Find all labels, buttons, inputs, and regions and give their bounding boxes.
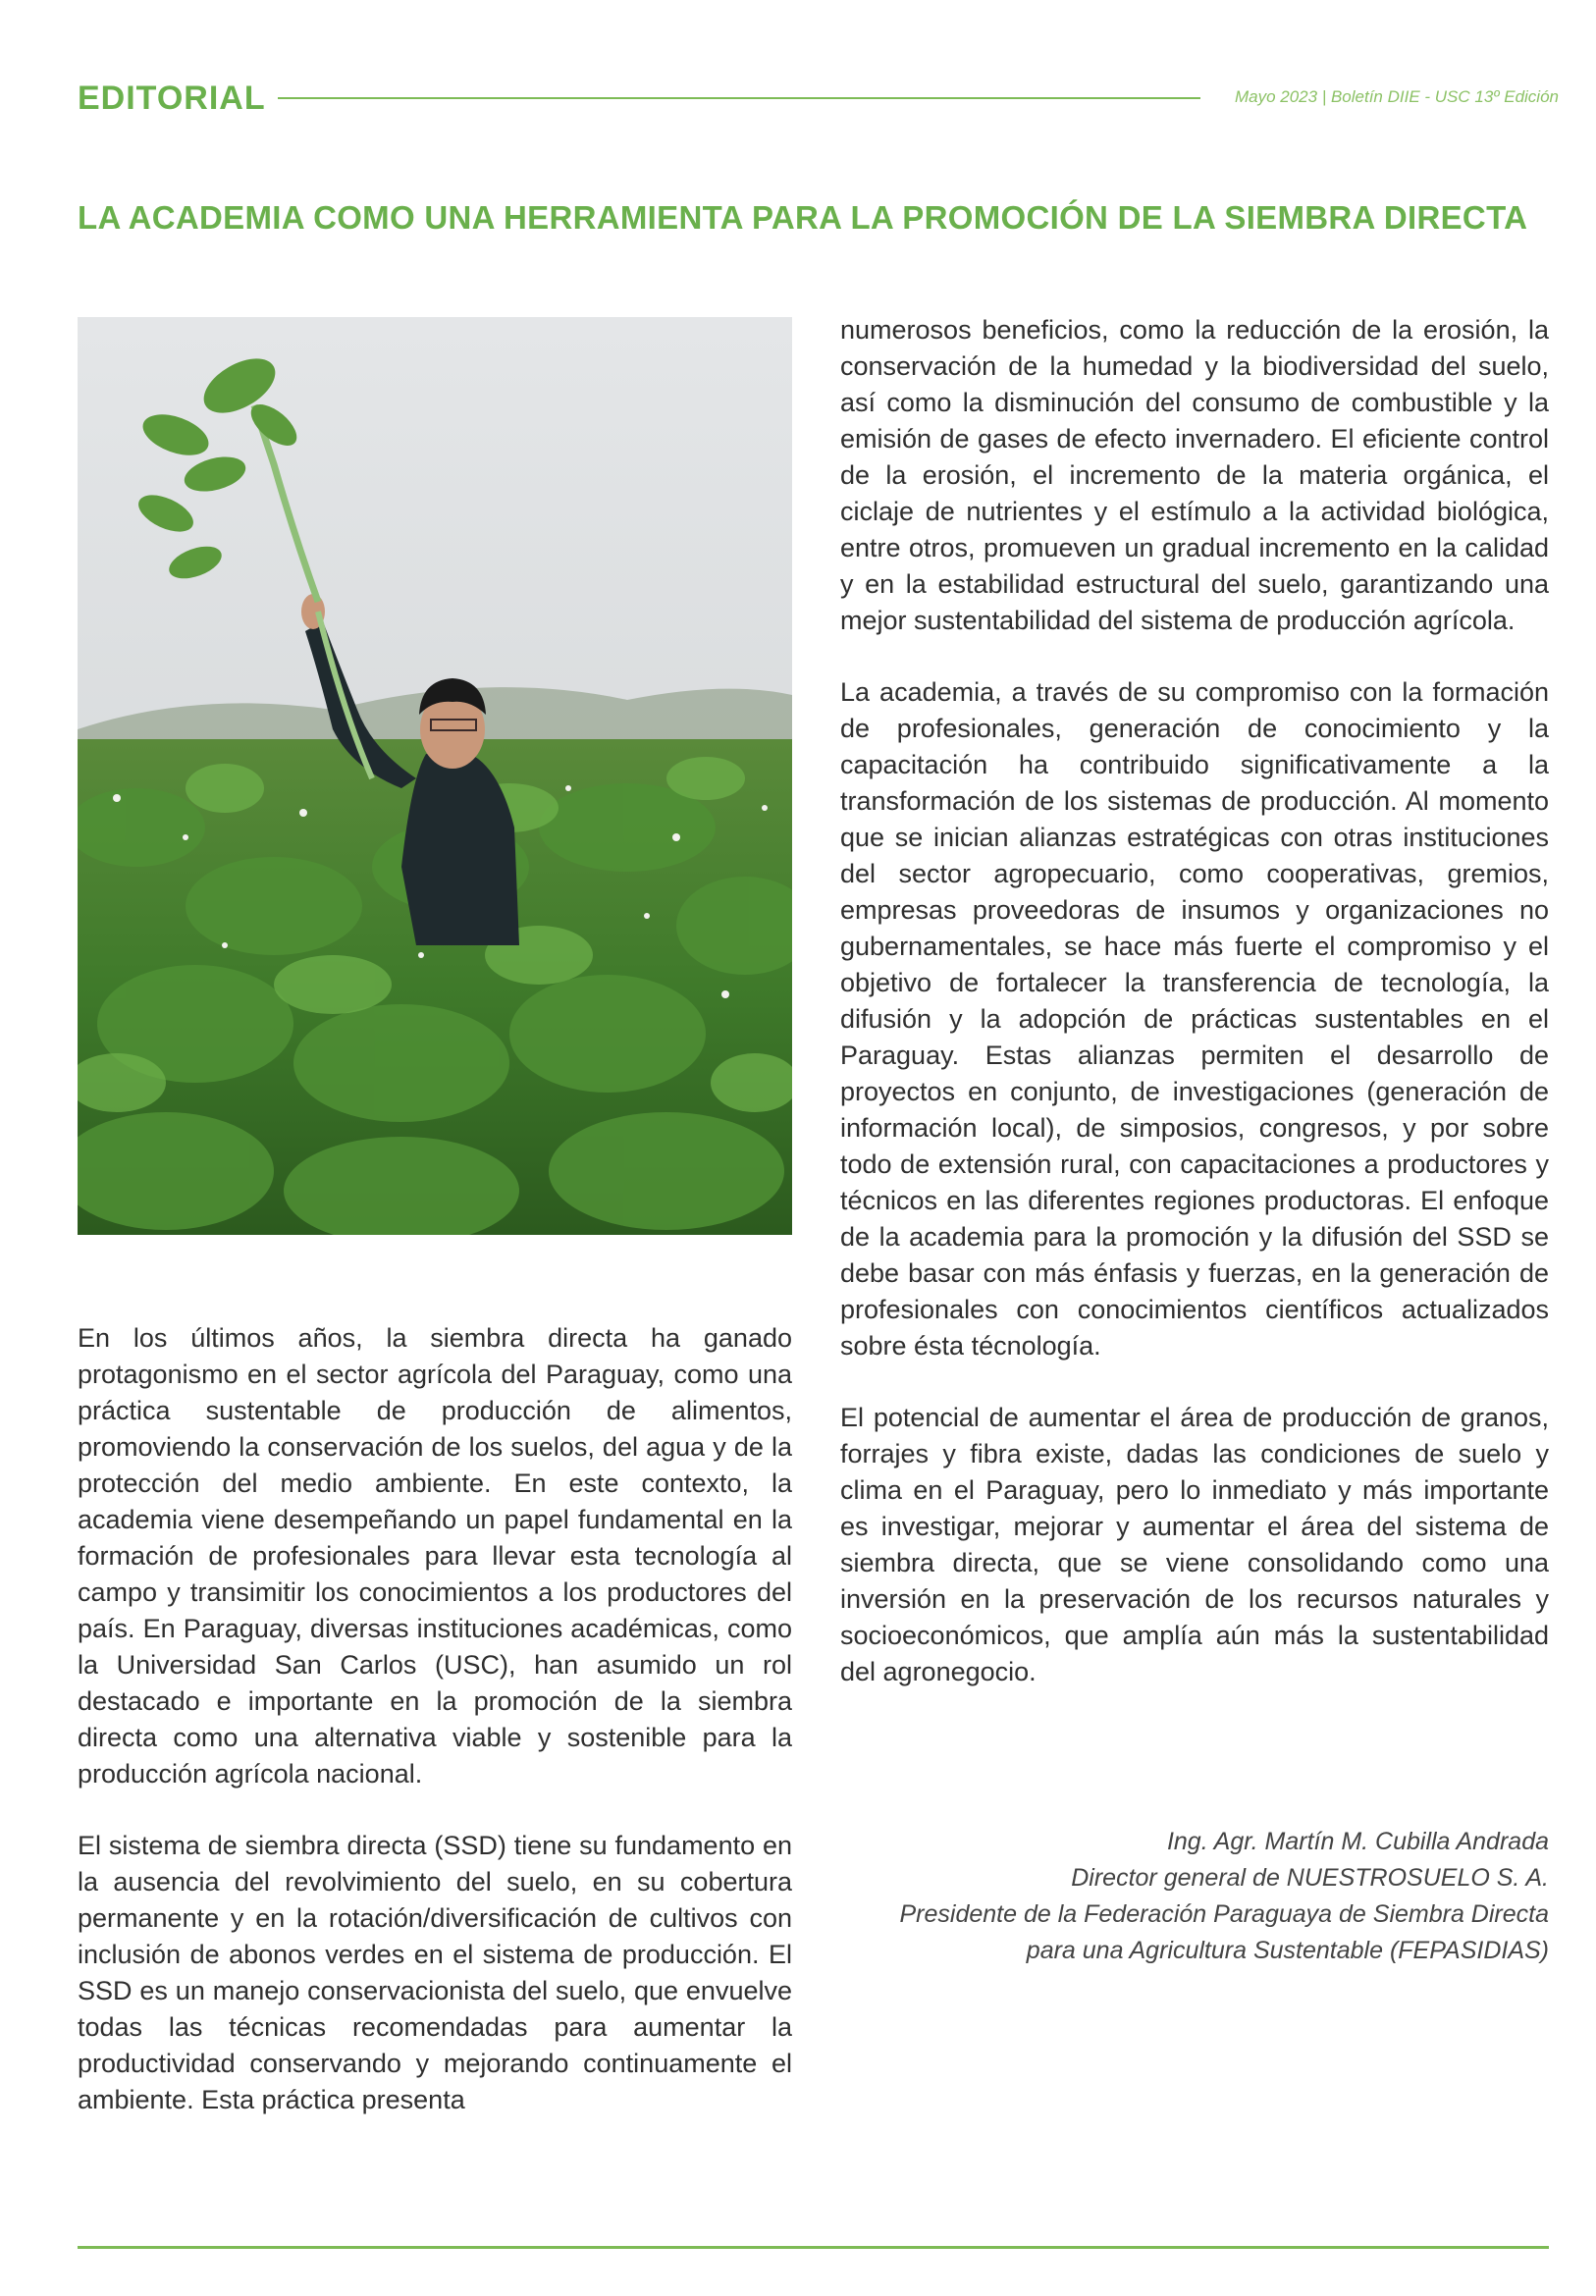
article-column-right: [840, 312, 1549, 1726]
author-role: Presidente de la Federación Paraguaya de Siembra Directa: [899, 1900, 1549, 1928]
article-paragraph: El sistema de siembra directa (SSD) tiene su fundamento en la ausencia del revolvimiento del suelo, en su cobertura permanente y en la rotación/diversificación de cultivos con inclusión de abonos verdes en el sistema de producción. El SSD es un manejo conservacionista del suelo, que envuelve todas las técnicas recomendadas para aumentar la productividad conservando y mejorando continuamente el ambiente. Esta práctica presenta: [78, 1831, 792, 2114]
section-label: EDITORIAL: [78, 80, 266, 117]
issue-meta: Mayo 2023 | Boletín DIIE - USC 13º Edición: [1234, 87, 1559, 106]
footer-divider: [78, 2246, 1549, 2249]
article-paragraph: numerosos beneficios, como la reducción de la erosión, la conservación de la humedad y la biodiversidad del suelo, así como la disminución del consumo de combustible y la emisión de gases de efecto invernadero. El eficiente control de la erosión, el incremento de la materia orgánica, el ciclaje de nutrientes y el estímulo a la actividad biológica, entre otros, promueven un gradual incremento en la calidad y en la estabilidad estructural del suelo, garantizando una mejor sustentabilidad del sistema de producción agrícola.: [840, 315, 1549, 635]
author-signature: [900, 1824, 1550, 1969]
article-paragraph: La academia, a través de su compromiso con la formación de profesionales, generación de conocimiento y la capacitación ha contribuido significativamente a la transformación de los sistemas de producción. Al momento que se inician alianzas estratégicas con otras instituciones del sector agropecuario, como cooperativas, gremios, empresas proveedoras de insumos y organizaciones no gubernamentales, se hace más fuerte el compromiso y el objetivo de fortalecer la transferencia de tecnología, la difusión y la adopción de prácticas sustentables en el Paraguay. Estas alianzas permiten el desarrollo de proyectos en conjunto, de investigaciones (generación de información local), de simposios, congresos, y por sobre todo de extensión rural, con capacitaciones a productores y técnicos en las diferentes regiones productoras. El enfoque de la academia para la promoción y la difusión del SSD se debe basar con más énfasis y fuerzas, en la generación de profesionales con conocimientos científicos actualizados sobre ésta técnología.: [840, 677, 1549, 1361]
author-role: para una Agricultura Sustentable (FEPASIDIAS): [1026, 1937, 1549, 1964]
article-headline: LA ACADEMIA COMO UNA HERRAMIENTA PARA LA PROMOCIÓN DE LA SIEMBRA DIRECTA: [78, 199, 1528, 236]
article-photo: [78, 317, 792, 1235]
header-divider: [278, 97, 1200, 99]
page-header: [78, 77, 1559, 120]
field-photo-illustration: [78, 317, 792, 1235]
author-role: Director general de NUESTROSUELO S. A.: [1071, 1864, 1549, 1892]
article-paragraph: El potencial de aumentar el área de producción de granos, forrajes y fibra existe, dadas las condiciones de suelo y clima en el Paraguay, pero lo inmediato y más importante es investigar, mejorar y aumentar el área del sistema de siembra directa, que se viene consolidando como una inversión en la preservación de los recursos naturales y socioeconómicos, que amplía aún más la sustentabilidad del agronegocio.: [840, 1403, 1549, 1686]
author-name: Ing. Agr. Martín M. Cubilla Andrada: [1166, 1828, 1549, 1855]
article-paragraph: En los últimos años, la siembra directa ha ganado protagonismo en el sector agrícola del Paraguay, como una práctica sustentable de producción de alimentos, promoviendo la conservación de los suelos, del agua y de la protección del medio ambiente. En este contexto, la academia viene desempeñando un papel fundamental en la formación de profesionales para llevar esta tecnología al campo y transimitir los conocimientos a los productores del país. En Paraguay, diversas instituciones académicas, como la Universidad San Carlos (USC), han asumido un rol destacado e importante en la promoción de la siembra directa como una alternativa viable y sostenible para la producción agrícola nacional.: [78, 1323, 792, 1789]
article-column-left: [78, 1320, 792, 2154]
